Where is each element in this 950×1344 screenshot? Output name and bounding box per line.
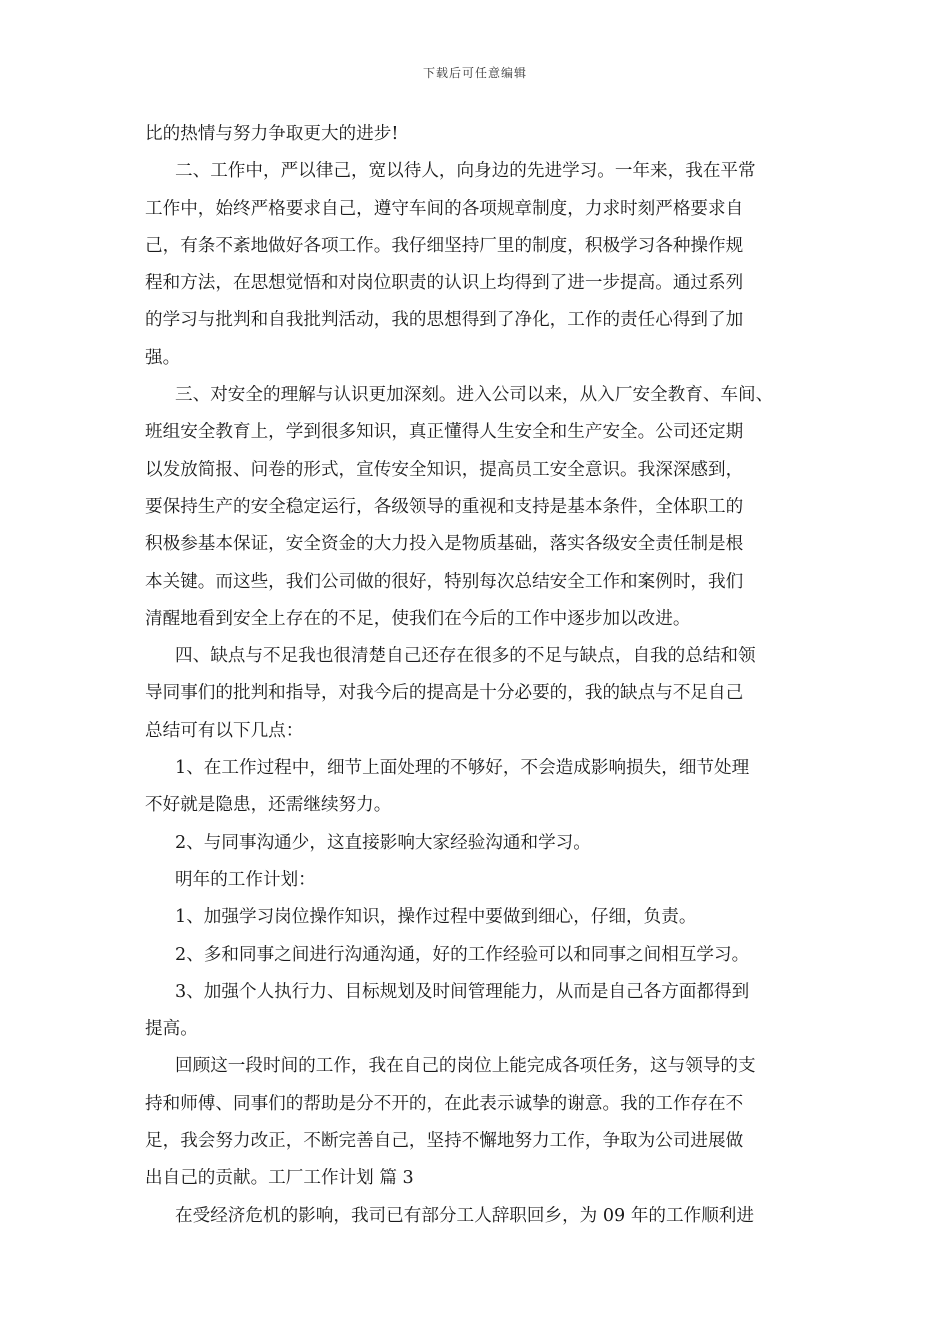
text-line: 2、与同事沟通少，这直接影响大家经验沟通和学习。 xyxy=(175,832,591,853)
text-line: 3、加强个人执行力、目标规划及时间管理能力，从而是自己各方面都得到 xyxy=(175,981,750,1002)
text-line: 比的热情与努力争取更大的进步! xyxy=(145,124,399,144)
text-line: 1、加强学习岗位操作知识，操作过程中要做到细心，仔细，负责。 xyxy=(175,907,697,928)
text-line: 2、多和同事之间进行沟通沟通，好的工作经验可以和同事之间相互学习。 xyxy=(175,944,750,965)
text-line: 出自己的贡献。工厂工作计划 篇 3 xyxy=(145,1168,414,1189)
text-line: 在受经济危机的影响，我司已有部分工人辞职回乡，为 09 年的工作顺利进 xyxy=(175,1205,754,1226)
text-line: 要保持生产的安全稳定运行，各级领导的重视和支持是基本条件，全体职工的 xyxy=(145,496,744,517)
text-line: 程和方法，在思想觉悟和对岗位职责的认识上均得到了进一步提高。通过系列 xyxy=(145,273,744,294)
text-line: 强。 xyxy=(145,347,181,368)
document-body xyxy=(145,116,809,1235)
text-line: 1、在工作过程中，细节上面处理的不够好，不会造成影响损失，细节处理 xyxy=(175,758,750,779)
text-line: 总结可有以下几点： xyxy=(145,720,304,741)
text-line: 二、工作中，严以律己，宽以待人，向身边的先进学习。一年来，我在平常 xyxy=(175,161,756,182)
text-line: 本关键。而这些，我们公司做的很好，特别每次总结安全工作和案例时，我们 xyxy=(145,571,744,592)
text-line: 四、缺点与不足我也很清楚自己还存在很多的不足与缺点，自我的总结和领 xyxy=(175,646,756,667)
text-line: 持和师傅、同事们的帮助是分不开的，在此表示诚挚的谢意。我的工作存在不 xyxy=(145,1093,744,1114)
text-line: 足，我会努力改正，不断完善自己，坚持不懈地努力工作，争取为公司进展做 xyxy=(145,1131,744,1152)
text-line: 班组安全教育上，学到很多知识，真正懂得人生安全和生产安全。公司还定期 xyxy=(145,422,744,443)
text-line: 不好就是隐患，还需继续努力。 xyxy=(145,795,392,816)
text-line: 导同事们的批判和指导，对我今后的提高是十分必要的，我的缺点与不足自己 xyxy=(145,683,744,704)
page-header: 下载后可任意编辑 xyxy=(422,66,527,80)
text-line: 以发放简报、问卷的形式，宣传安全知识，提高员工安全意识。我深深感到， xyxy=(145,459,744,480)
text-line: 工作中，始终严格要求自己，遵守车间的各项规章制度，力求时刻严格要求自 xyxy=(145,198,744,219)
text-line: 回顾这一段时间的工作，我在自己的岗位上能完成各项任务，这与领导的支 xyxy=(175,1056,756,1077)
text-line: 提高。 xyxy=(145,1019,198,1040)
text-line: 己，有条不紊地做好各项工作。我仔细坚持厂里的制度，积极学习各种操作规 xyxy=(145,235,744,256)
text-line: 三、对安全的理解与认识更加深刻。进入公司以来，从入厂安全教育、车间、 xyxy=(175,385,774,406)
text-line: 明年的工作计划： xyxy=(175,869,316,890)
text-line: 清醒地看到安全上存在的不足，使我们在今后的工作中逐步加以改进。 xyxy=(145,608,691,629)
text-line: 积极参基本保证，安全资金的大力投入是物质基础，落实各级安全责任制是根 xyxy=(145,534,744,555)
text-line: 的学习与批判和自我批判活动，我的思想得到了净化，工作的责任心得到了加 xyxy=(145,310,744,331)
